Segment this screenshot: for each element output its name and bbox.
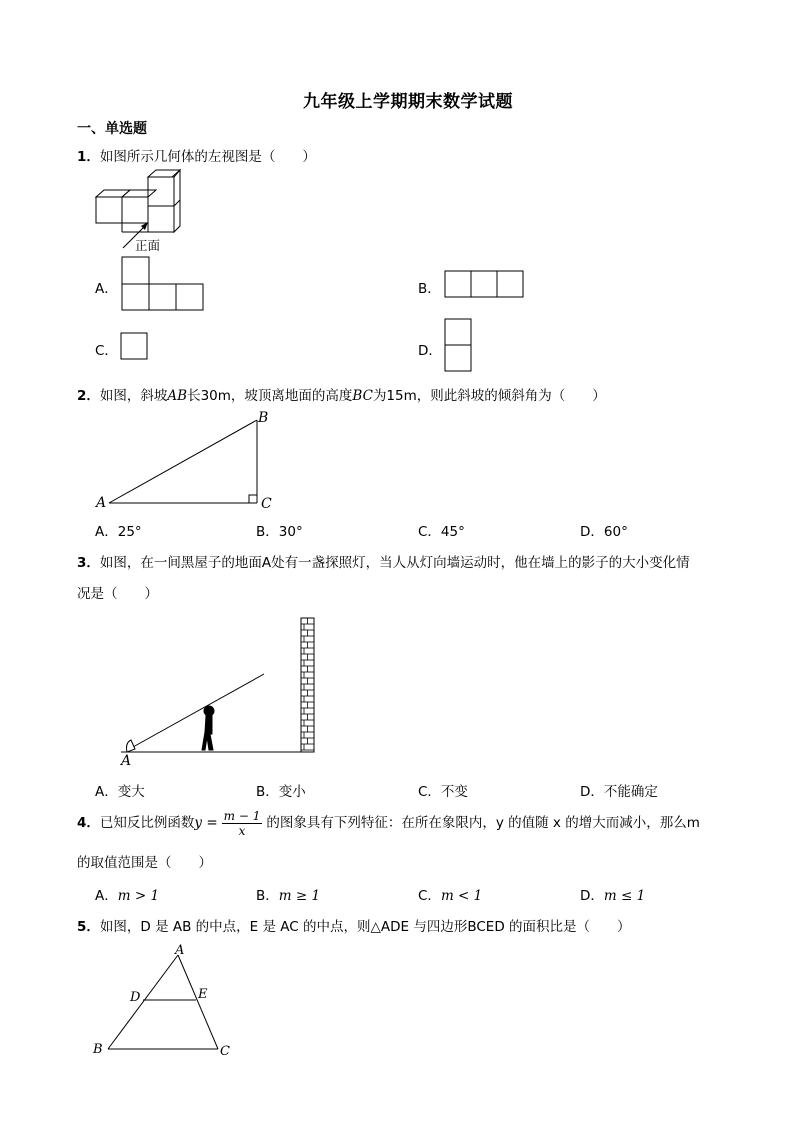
- label-a: A: [121, 753, 132, 769]
- label-c: C: [261, 496, 272, 512]
- option-c[interactable]: C．不变: [418, 784, 468, 800]
- option-a[interactable]: [95, 884, 159, 904]
- q3-lamp-figure: [115, 612, 325, 762]
- fraction-denominator: x: [238, 823, 246, 838]
- option-a[interactable]: A．变大: [95, 784, 145, 800]
- segment-bc: BC: [352, 388, 373, 404]
- option-b[interactable]: [256, 884, 320, 904]
- question-text-part: 长30m，坡顶离地面的高度: [187, 388, 353, 404]
- person-figure: [202, 706, 214, 750]
- option-expr: m < 1: [440, 888, 483, 904]
- option-a[interactable]: A．25°: [95, 524, 142, 540]
- fraction-numerator: m − 1: [223, 808, 261, 823]
- option-expr: m ≥ 1: [278, 888, 321, 904]
- question-text-part: 的图象具有下列特征：在所在象限内，y 的值随 x 的增大而减小，那么m: [266, 815, 700, 831]
- question-5: [77, 915, 631, 935]
- q1-option-d-figure: [444, 318, 474, 374]
- option-letter: C．: [418, 888, 441, 904]
- question-text: 如图，在一间黑屋子的地面A处有一盏探照灯，当人从灯向墙运动时，他在墙上的影子的大小变化情: [99, 555, 690, 571]
- option-letter: A．: [95, 888, 118, 904]
- option-a[interactable]: A．: [95, 281, 118, 297]
- question-number: 1．: [77, 149, 100, 165]
- option-letter: D．: [580, 888, 604, 904]
- option-b[interactable]: B．30°: [256, 524, 303, 540]
- question-number: 5．: [77, 919, 100, 935]
- q5-triangle-figure: [100, 950, 230, 1055]
- section-heading: 一、单选题: [77, 121, 147, 137]
- question-4: [77, 808, 700, 838]
- page-title: 九年级上学期期末数学试题: [303, 92, 513, 112]
- label-c: C: [220, 1044, 230, 1059]
- option-expr: m ≤ 1: [603, 888, 646, 904]
- q1-option-c-figure: [120, 332, 150, 362]
- label-b: B: [93, 1042, 103, 1057]
- question-2: [77, 384, 606, 404]
- option-b[interactable]: B．变小: [256, 784, 306, 800]
- q2-slope-figure: [95, 408, 285, 518]
- question-1: [77, 145, 316, 165]
- question-3: [77, 551, 690, 571]
- option-c[interactable]: [418, 884, 482, 904]
- label-a: A: [96, 495, 107, 511]
- option-expr: m > 1: [117, 888, 160, 904]
- q1-option-a-figure: [121, 256, 205, 312]
- equation-y: y =: [194, 815, 218, 831]
- option-d[interactable]: D．不能确定: [580, 784, 658, 800]
- label-d: D: [130, 990, 141, 1005]
- question-text-part: 如图，斜坡: [99, 388, 168, 404]
- option-c[interactable]: C．: [95, 343, 118, 359]
- option-b[interactable]: B．: [418, 281, 441, 297]
- option-d[interactable]: [580, 884, 645, 904]
- option-d[interactable]: D．: [418, 343, 442, 359]
- question-number: 3．: [77, 555, 100, 571]
- q1-option-b-figure: [444, 270, 526, 298]
- option-c[interactable]: C．45°: [418, 524, 465, 540]
- segment-ab: AB: [167, 388, 188, 404]
- option-letter: B．: [256, 888, 279, 904]
- question-text: 如图所示几何体的左视图是（ ）: [99, 149, 316, 165]
- question-3-line2: 况是（ ）: [77, 586, 158, 602]
- question-text-part: 已知反比例函数: [99, 815, 195, 831]
- front-label: 正面: [135, 238, 161, 253]
- question-number: 4．: [77, 815, 100, 831]
- label-e: E: [198, 987, 208, 1002]
- option-d[interactable]: D．60°: [580, 524, 628, 540]
- label-b: B: [258, 410, 269, 426]
- question-number: 2．: [77, 388, 100, 404]
- fraction: [222, 809, 263, 838]
- question-text-part: 为15m，则此斜坡的倾斜角为（ ）: [372, 388, 606, 404]
- question-text: 如图，D 是 AB 的中点，E 是 AC 的中点，则△ADE 与四边形BCED 的面积比是（ ）: [99, 919, 631, 935]
- question-4-line2: 的取值范围是（ ）: [77, 855, 212, 871]
- label-a: A: [175, 943, 185, 958]
